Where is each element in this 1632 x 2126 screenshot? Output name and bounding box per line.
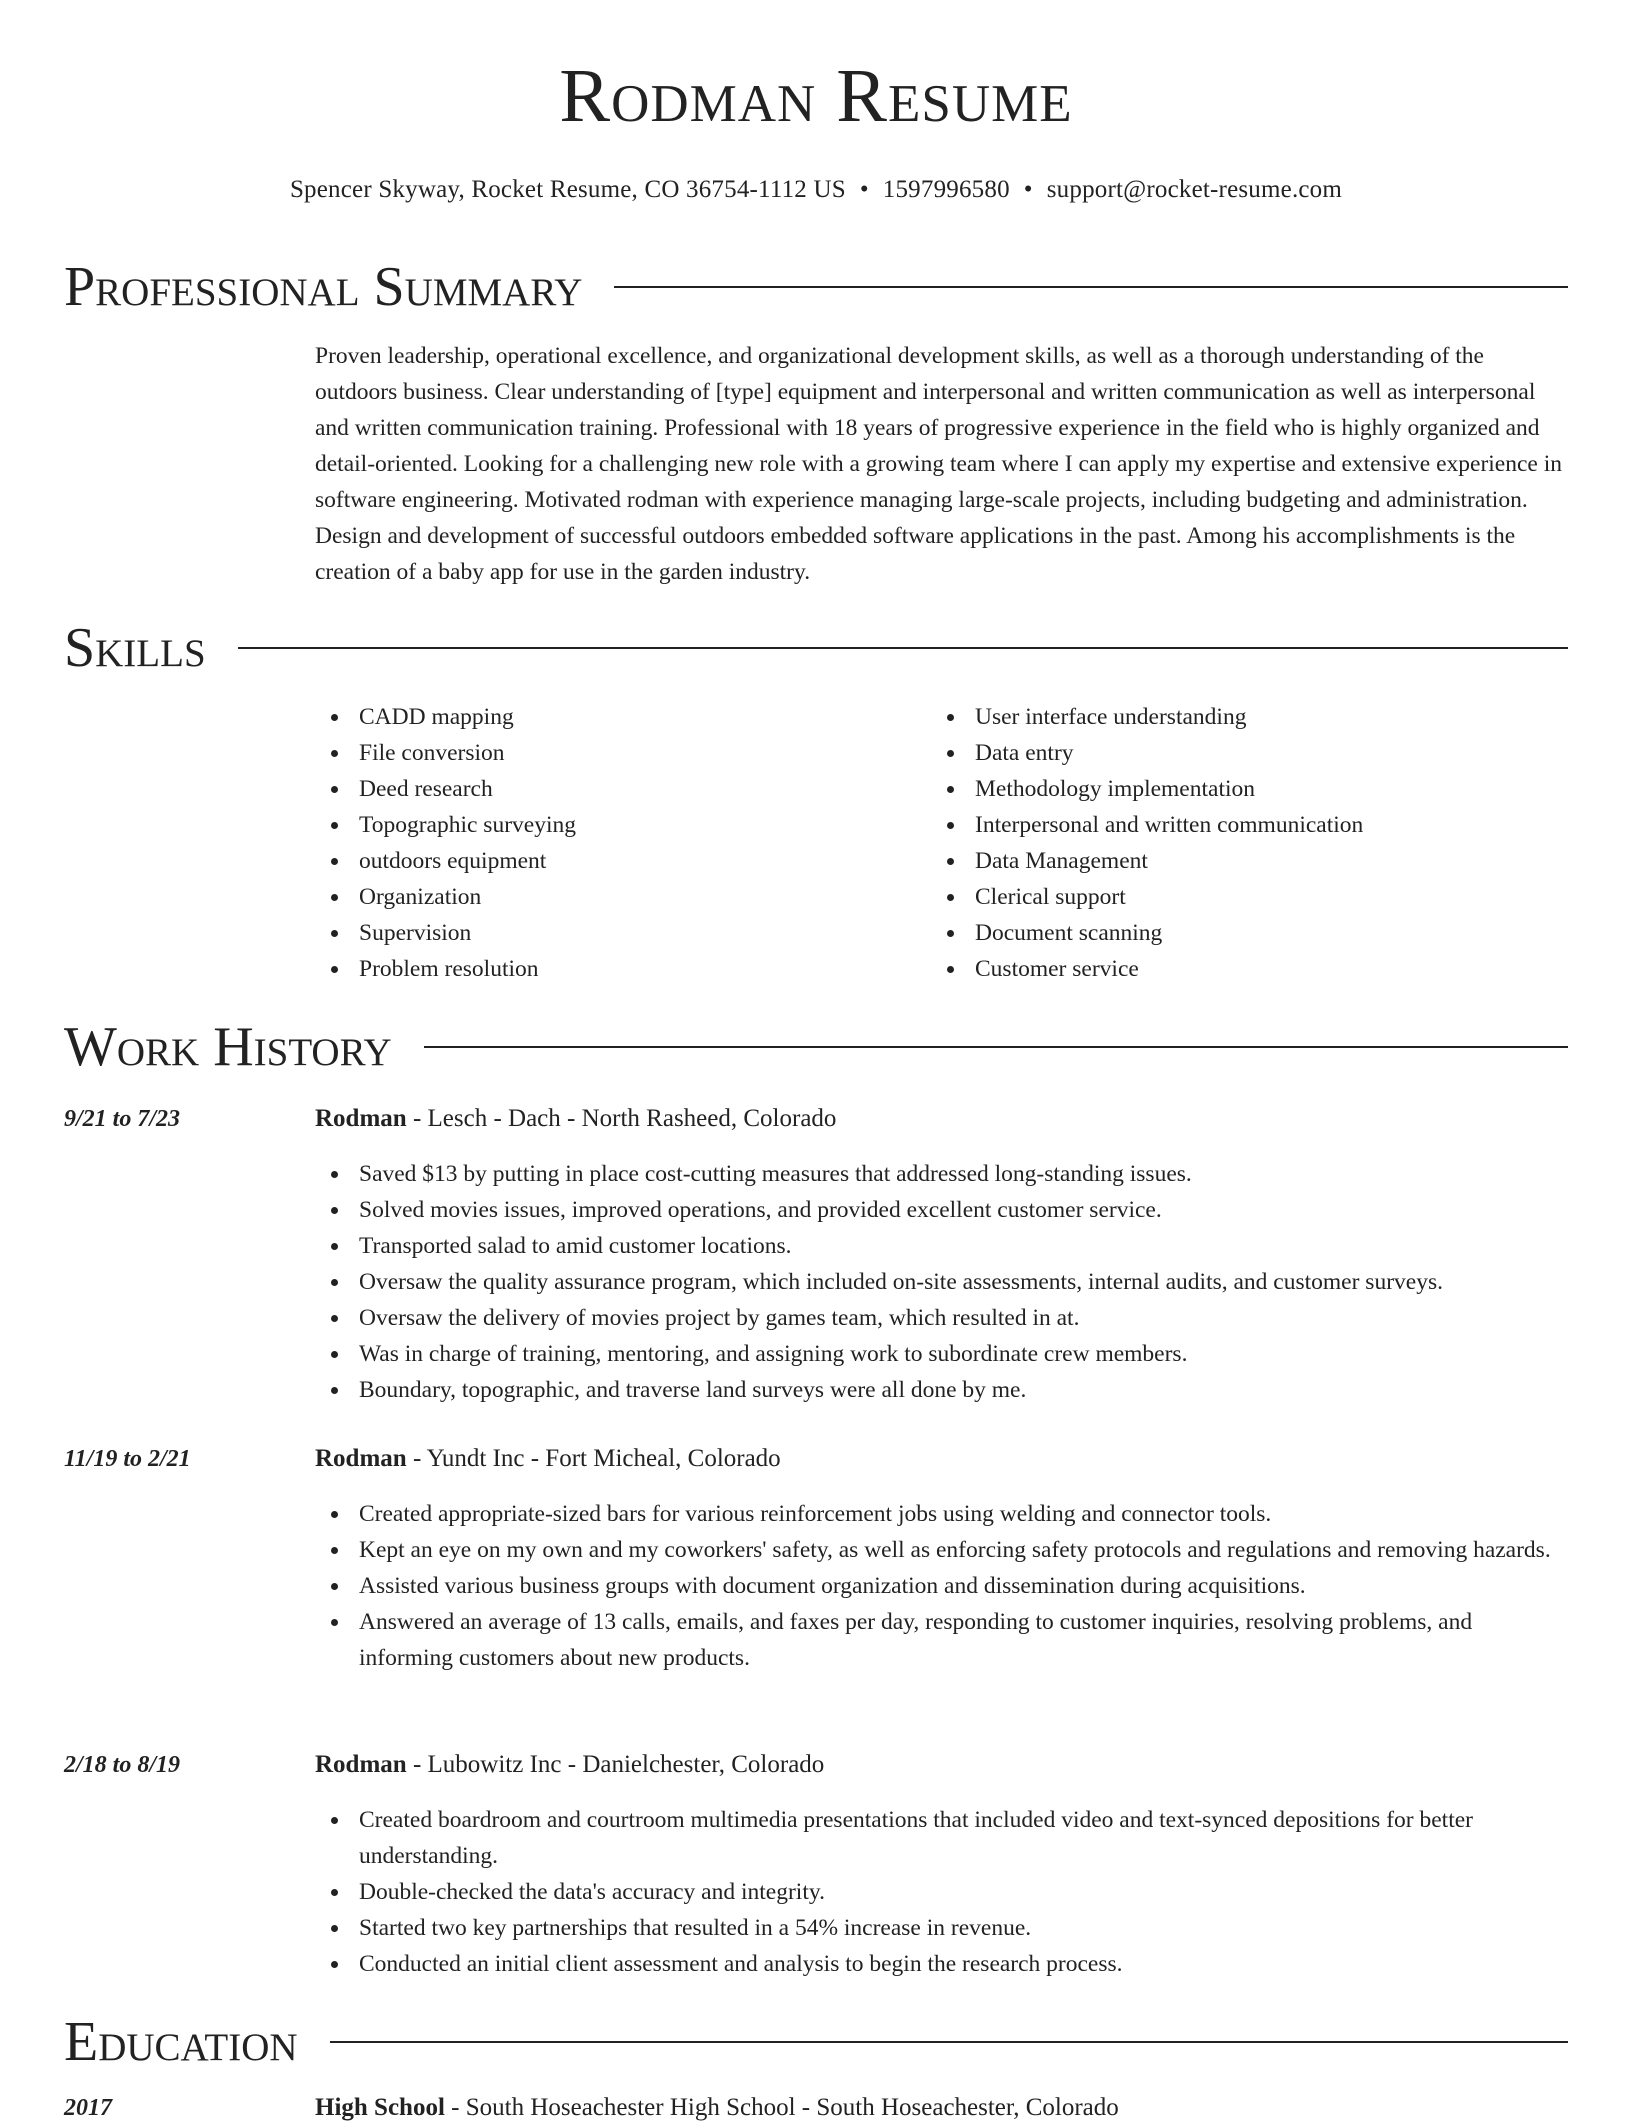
skills-list-left: [315, 699, 915, 987]
job-bullet: Assisted various business groups with document organization and dissemination during acquisitions.: [315, 1568, 1570, 1604]
job-bullet: Solved movies issues, improved operations, and provided excellent customer service.: [315, 1192, 1570, 1228]
skills-section-header: [64, 617, 1568, 679]
skill-item: User interface understanding: [931, 699, 1571, 735]
job-bullet: Answered an average of 13 calls, emails, and faxes per day, responding to customer inquiries, resolving problems, and informing customers about new products.: [315, 1604, 1570, 1676]
skill-item: Methodology implementation: [931, 771, 1571, 807]
section-divider: [330, 2041, 1568, 2043]
job-bullet: Was in charge of training, mentoring, and assigning work to subordinate crew members.: [315, 1336, 1570, 1372]
job-bullet: Transported salad to amid customer locations.: [315, 1228, 1570, 1264]
section-title-work: Work History: [64, 1016, 392, 1078]
section-title-skills: Skills: [64, 617, 206, 679]
education-title: [315, 2090, 1119, 2126]
job-employer: - Lubowitz Inc - Danielchester, Colorado: [406, 1751, 825, 1778]
contact-line: [0, 175, 1632, 205]
skill-item: Data Management: [931, 843, 1571, 879]
skill-item: outdoors equipment: [315, 843, 915, 879]
job-dates: 2/18 to 8/19: [64, 1752, 181, 1778]
job-bullet: Created appropriate-sized bars for various reinforcement jobs using welding and connector tools.: [315, 1496, 1570, 1532]
skill-item: Data entry: [931, 735, 1571, 771]
contact-email[interactable]: support@rocket-resume.com: [1046, 176, 1343, 203]
job-bullet: Double-checked the data's accuracy and integrity.: [315, 1874, 1570, 1910]
resume-name: Rodman Resume: [559, 54, 1073, 138]
section-divider: [614, 286, 1568, 288]
contact-separator: •: [859, 176, 869, 203]
job-employer: - Lesch - Dach - North Rasheed, Colorado: [406, 1105, 837, 1132]
job-bullet: Oversaw the quality assurance program, which included on-site assessments, internal audits, and customer surveys.: [315, 1264, 1570, 1300]
job-bullet: Saved $13 by putting in place cost-cutting measures that addressed long-standing issues.: [315, 1156, 1570, 1192]
job-dates: 9/21 to 7/23: [64, 1106, 181, 1132]
skill-item: Deed research: [315, 771, 915, 807]
skills-list-right: [931, 699, 1571, 987]
section-title-summary: Professional Summary: [64, 256, 583, 318]
job-employer: - Yundt Inc - Fort Micheal, Colorado: [406, 1445, 781, 1472]
skill-item: Customer service: [931, 951, 1571, 987]
job-role: Rodman: [315, 1105, 407, 1132]
contact-address: Spencer Skyway, Rocket Resume, CO 36754-1112 US: [289, 176, 846, 203]
job-title: [315, 1101, 836, 1137]
job-bullet: Oversaw the delivery of movies project by games team, which resulted in at.: [315, 1300, 1570, 1336]
education-school: - South Hoseachester High School - South Hoseachester, Colorado: [444, 2094, 1119, 2121]
skill-item: CADD mapping: [315, 699, 915, 735]
job-title: [315, 1441, 781, 1477]
education-dates: 2017: [64, 2095, 112, 2121]
job-role: Rodman: [315, 1751, 407, 1778]
skill-item: Document scanning: [931, 915, 1571, 951]
contact-separator: •: [1023, 176, 1033, 203]
section-divider: [238, 647, 1568, 649]
skill-item: File conversion: [315, 735, 915, 771]
skill-item: Clerical support: [931, 879, 1571, 915]
skill-item: Problem resolution: [315, 951, 915, 987]
skill-item: Topographic surveying: [315, 807, 915, 843]
job-bullet-list: [315, 1496, 1570, 1676]
skill-item: Organization: [315, 879, 915, 915]
skill-item: Supervision: [315, 915, 915, 951]
job-role: Rodman: [315, 1445, 407, 1472]
section-title-education: Education: [64, 2011, 298, 2073]
job-bullet-list: [315, 1802, 1570, 1982]
section-divider: [424, 1046, 1568, 1048]
job-title: [315, 1747, 824, 1783]
summary-section-header: [64, 256, 1568, 318]
job-bullet: Kept an eye on my own and my coworkers' safety, as well as enforcing safety protocols and regulations and removing hazards.: [315, 1532, 1570, 1568]
education-degree: High School: [315, 2094, 445, 2121]
summary-text: Proven leadership, operational excellence, and organizational development skills, as well as a thorough understanding of the outdoors business. Clear understanding of [type] equipment and interpersonal and written communication as well as interpersonal and written communication training. Professional with 18 years of progressive experience in the field who is highly organized and detail-oriented. Looking for a challenging new role with a growing team where I can apply my expertise and extensive experience in software engineering. Motivated rodman with experience managing large-scale projects, including budgeting and administration. Design and development of successful outdoors embedded software applications in the past. Among his accomplishments is the creation of a baby app for use in the garden industry.: [315, 343, 1562, 585]
skill-item: Interpersonal and written communication: [931, 807, 1571, 843]
job-bullet: Boundary, topographic, and traverse land surveys were all done by me.: [315, 1372, 1570, 1408]
job-dates: 11/19 to 2/21: [64, 1446, 191, 1472]
education-section-header: [64, 2011, 1568, 2073]
job-bullet: Created boardroom and courtroom multimedia presentations that included video and text-synced depositions for better understanding.: [315, 1802, 1570, 1874]
job-bullet-list: [315, 1156, 1570, 1408]
job-bullet: Conducted an initial client assessment and analysis to begin the research process.: [315, 1946, 1570, 1982]
work-section-header: [64, 1016, 1568, 1078]
job-bullet: Started two key partnerships that resulted in a 54% increase in revenue.: [315, 1910, 1570, 1946]
contact-phone: 1597996580: [882, 176, 1010, 203]
